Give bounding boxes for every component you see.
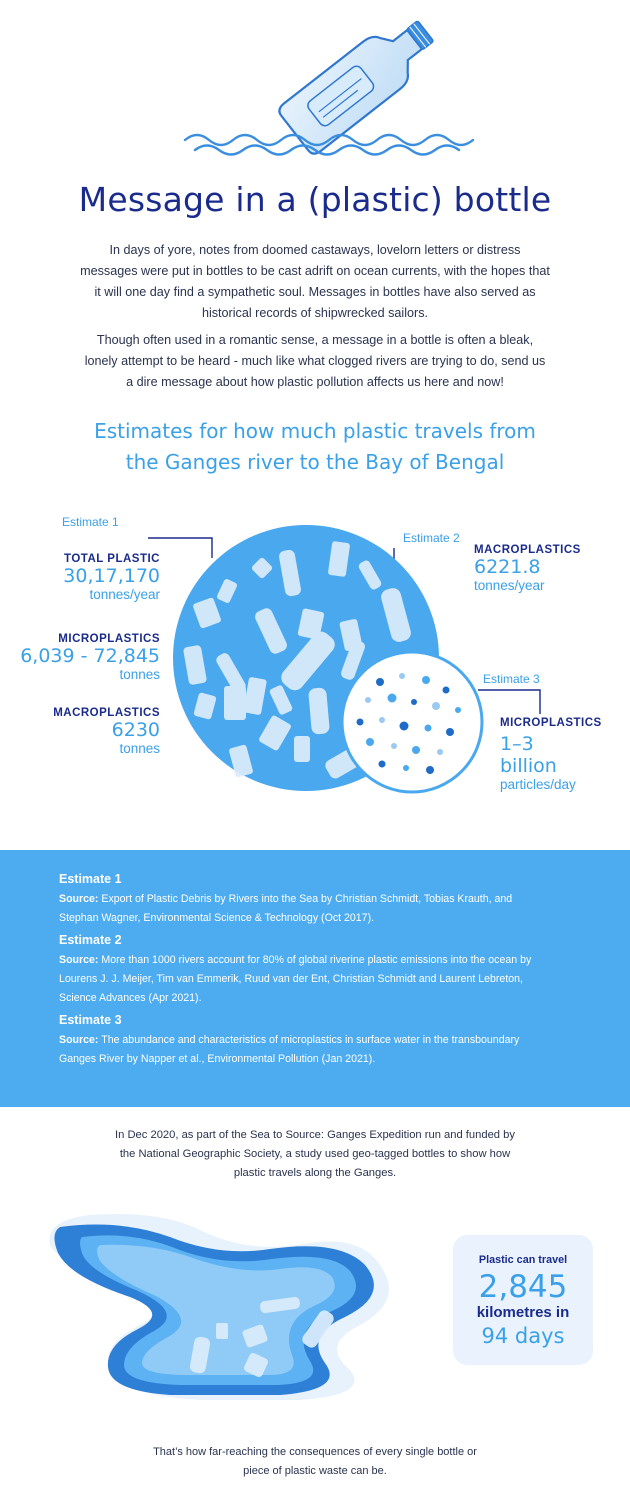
- source-3-heading: Estimate 3: [59, 1013, 122, 1027]
- source-1-prefix: Source:: [59, 893, 99, 905]
- source-block-1: [59, 872, 579, 928]
- estimate-1-macro-value: 6230: [111, 719, 160, 741]
- river-with-plastic-icon: [20, 1205, 450, 1405]
- estimate-3-block: [500, 717, 625, 792]
- estimate-1-total-value: 30,17,170: [63, 565, 160, 587]
- estimate-3-unit: particles/day: [500, 777, 576, 792]
- source-2-line-1: More than 1000 rivers account for 80% of global riverine plastic emissions into the ocean by: [101, 954, 532, 966]
- travel-card-days: 94 days: [481, 1324, 565, 1348]
- source-2-line-3: Science Advances (Apr 2021).: [59, 992, 202, 1004]
- sources-list: [59, 872, 579, 1069]
- estimate-1-total-label: TOTAL PLASTIC: [64, 553, 160, 565]
- estimate-1-macro: [0, 707, 160, 756]
- subtitle-line-1: Estimates for how much plastic travels from: [94, 419, 536, 443]
- source-1-heading: Estimate 1: [59, 872, 122, 886]
- bottle-with-message-icon: [0, 0, 630, 175]
- estimate-3-leader: [478, 690, 540, 714]
- estimate-1-micro-value: 6,039 - 72,845: [20, 645, 160, 667]
- estimate-1-micro: [0, 633, 160, 682]
- estimate-2-block: [474, 544, 624, 593]
- source-block-3: [59, 1013, 579, 1069]
- estimate-1-macro-label: MACROPLASTICS: [53, 707, 160, 719]
- intro-paragraph-1: In days of yore, notes from doomed castaways, lovelorn letters or distress messages were put in bottles to be cast adrift on ocean currents, with the hopes that it will one day find a sympathetic soul. Messages in bottles have also served as historical records of shipwrecked sailors.: [80, 243, 550, 320]
- estimate-1-macro-unit: tonnes: [119, 741, 160, 756]
- estimate-3-label: MICROPLASTICS: [500, 717, 602, 729]
- expedition-paragraph: In Dec 2020, as part of the Sea to Source: Ganges Expedition run and funded by the National Geographic Society, a study used geo-tagged bottles to show how plastic travels along the Ganges.: [115, 1129, 515, 1179]
- estimate-1-tag: Estimate 1: [62, 515, 119, 529]
- source-3-line-1: The abundance and characteristics of microplastics in surface water in the transboundary: [101, 1034, 520, 1046]
- source-3-prefix: Source:: [59, 1034, 99, 1046]
- estimate-2-tag: Estimate 2: [403, 531, 460, 545]
- subtitle-line-2: the Ganges river to the Bay of Bengal: [125, 450, 505, 474]
- estimate-3-value-line-2: billion: [500, 755, 557, 777]
- source-block-2: [59, 933, 579, 1008]
- estimate-1-total: [0, 553, 160, 602]
- travel-card-unit: kilometres in: [476, 1304, 570, 1321]
- estimate-1-micro-label: MICROPLASTICS: [58, 633, 160, 645]
- source-3-line-2: Ganges River by Napper et al., Environmental Pollution (Jan 2021).: [59, 1053, 376, 1065]
- closing-paragraph: That’s how far-reaching the consequences of every single bottle or piece of plastic waste can be.: [153, 1446, 477, 1477]
- estimate-3-value-line-1: 1–3: [500, 733, 534, 755]
- section-subtitle: [40, 416, 590, 478]
- estimate-2-value: 6221.8: [474, 556, 541, 578]
- estimate-1-micro-unit: tonnes: [119, 667, 160, 682]
- estimate-2-unit: tonnes/year: [474, 578, 545, 593]
- source-1-line-2: Stephan Wagner, Environmental Science & Technology (Oct 2017).: [59, 912, 375, 924]
- travel-card-label: Plastic can travel: [478, 1254, 568, 1266]
- estimate-1-total-unit: tonnes/year: [89, 587, 160, 602]
- source-2-prefix: Source:: [59, 954, 99, 966]
- travel-card-value: 2,845: [478, 1269, 568, 1305]
- source-2-line-2: Lourens J. J. Meijer, Tim van Emmerik, Ruud van der Ent, Christian Schmidt and Laurent Lebreton,: [59, 973, 523, 985]
- intro-paragraph-2: Though often used in a romantic sense, a message in a bottle is often a bleak, lonely attempt to be heard - much like what clogged rivers are trying to do, send us a dire message about how plastic pollution affects us here and now!: [84, 333, 546, 389]
- travel-card: [453, 1235, 593, 1365]
- estimate-2-label: MACROPLASTICS: [474, 544, 581, 556]
- source-2-heading: Estimate 2: [59, 933, 122, 947]
- page-title: Message in a (plastic) bottle: [78, 180, 552, 219]
- source-1-line-1: Export of Plastic Debris by Rivers into the Sea by Christian Schmidt, Tobias Krauth, and: [101, 893, 513, 905]
- estimate-3-tag: Estimate 3: [483, 672, 540, 686]
